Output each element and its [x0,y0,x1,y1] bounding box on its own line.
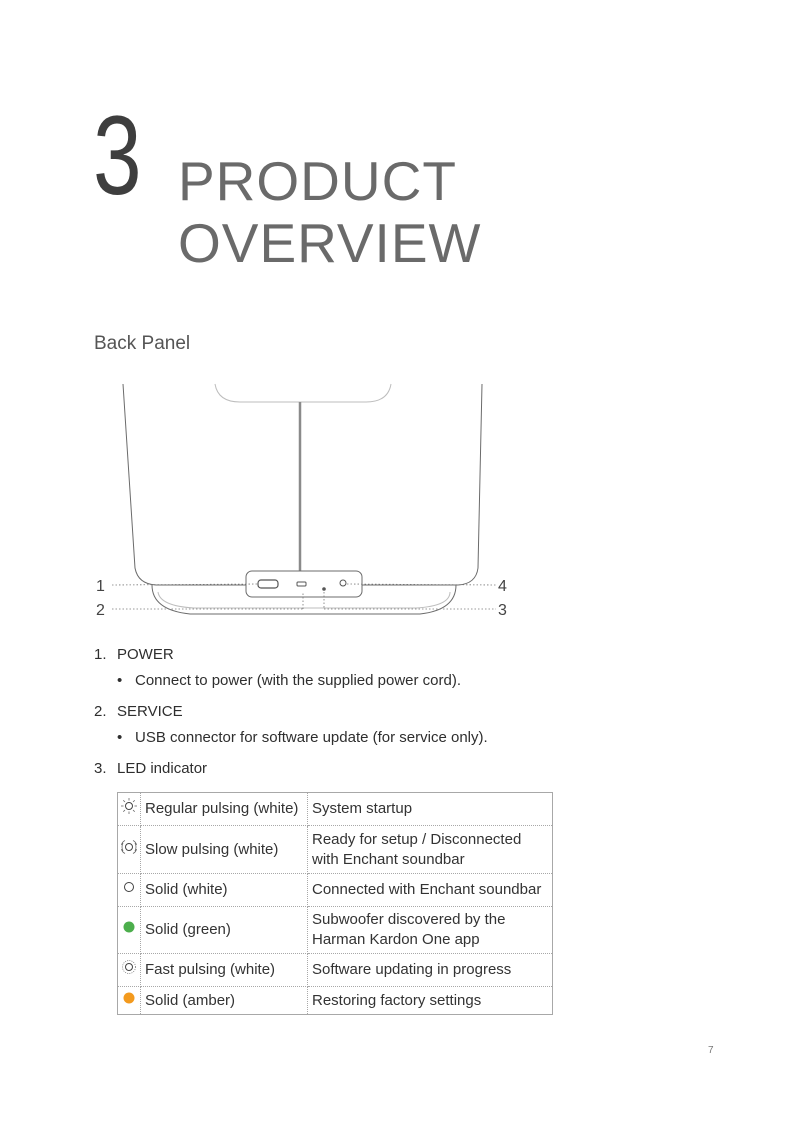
led-meaning: System startup [308,793,553,826]
led-pattern: Regular pulsing (white) [141,793,308,826]
led-pattern: Solid (green) [141,907,308,954]
fast-pulse-icon [119,957,139,977]
led-indicator [322,587,326,591]
led-pattern: Solid (amber) [141,987,308,1015]
callout-4: 4 [498,578,507,595]
table-row [118,907,553,954]
callout-3: 3 [498,602,507,619]
chapter-title [178,150,481,274]
led-pattern: Fast pulsing (white) [141,954,308,987]
solid-white-icon [119,877,139,897]
bullet-icon: • [117,729,123,746]
list-item-service [94,703,714,746]
subwoofer-body-outline [123,384,482,585]
led-indicator-table [117,792,553,1015]
chapter-title-line1: PRODUCT [178,150,457,212]
list-item-power [94,646,714,689]
bullet-icon: • [117,672,123,689]
item-label: LED indicator [117,760,208,777]
table-row [118,954,553,987]
led-meaning: Restoring factory settings [308,987,553,1015]
item-number: 1. [94,646,107,663]
table-row [118,874,553,907]
item-description: USB connector for software update (for service only). [135,729,488,746]
section-heading: Back Panel [94,333,191,354]
solid-green-icon [119,917,139,937]
solid-amber-icon [119,988,139,1008]
chapter-title-line2: OVERVIEW [178,212,482,274]
callout-1: 1 [96,578,105,595]
led-meaning: Ready for setup / Disconnected with Enchant soundbar [308,826,553,874]
led-meaning: Software updating in progress [308,954,553,987]
list-item-led [94,760,714,777]
led-pattern: Solid (white) [141,874,308,907]
connector-panel [246,571,362,597]
led-meaning: Subwoofer discovered by the Harman Kardon One app [308,907,553,954]
item-description: Connect to power (with the supplied power cord). [135,672,462,689]
chapter-number: 3 [93,93,141,218]
callout-2: 2 [96,602,105,619]
table-row [118,987,553,1015]
page-number: 7 [708,1045,714,1056]
back-panel-diagram [90,378,520,628]
top-handle-outline [215,384,391,402]
led-pattern: Slow pulsing (white) [141,826,308,874]
regular-pulse-icon [119,796,139,816]
slow-pulse-icon [119,837,139,857]
item-number: 3. [94,760,107,777]
table-row [118,793,553,826]
item-label: POWER [117,646,174,663]
item-label: SERVICE [117,703,183,720]
table-row [118,826,553,874]
component-list [94,646,714,777]
item-number: 2. [94,703,107,720]
led-meaning: Connected with Enchant soundbar [308,874,553,907]
